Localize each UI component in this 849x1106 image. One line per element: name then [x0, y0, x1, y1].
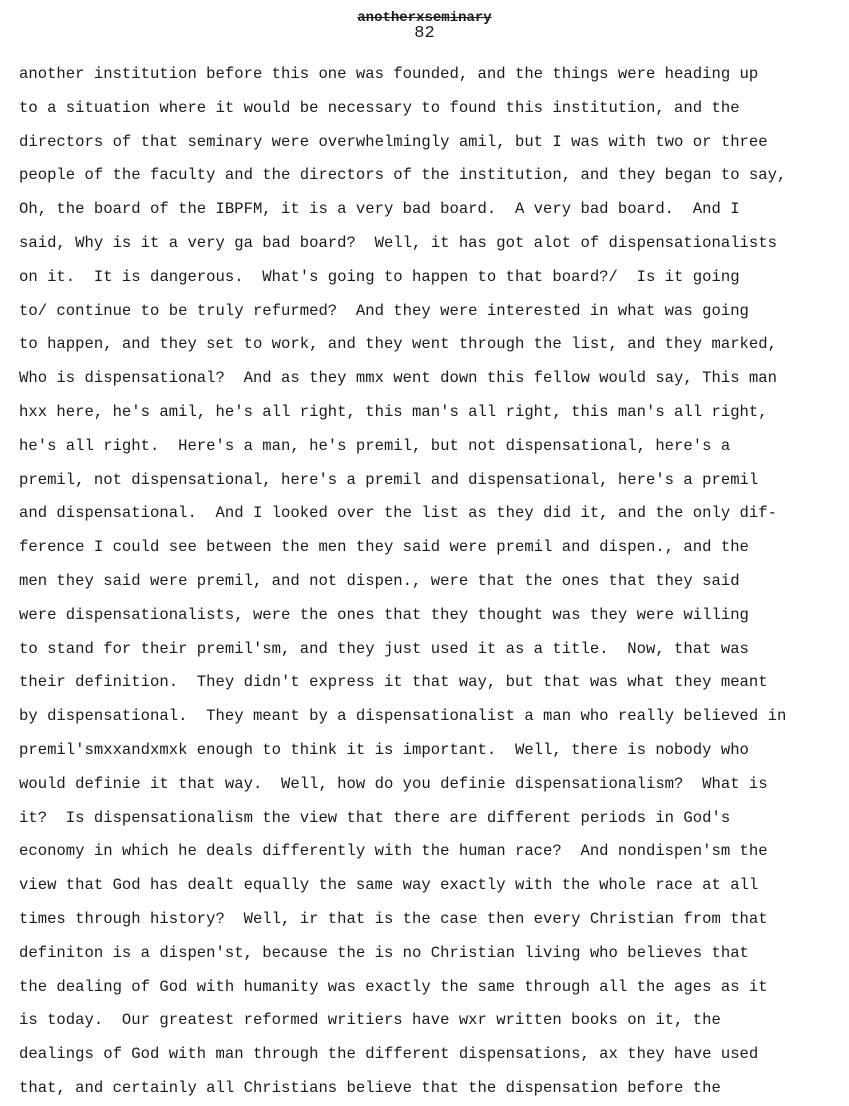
body-text: [19, 58, 844, 1106]
text-line: premil'smxxandxmxk enough to think it is important. Well, there is nobody who: [19, 740, 749, 759]
text-line: view that God has dealt equally the same way exactly with the whole race at all: [19, 876, 759, 895]
text-line: times through history? Well, ir that is the case then every Christian from that: [19, 909, 768, 928]
struck-header: anotherxseminary: [357, 10, 492, 26]
text-line: by dispensational. They meant by a dispensationalist a man who really believed in: [19, 707, 787, 726]
text-line: their definition. They didn't express it that way, but that was what they meant: [19, 673, 768, 692]
text-line: Oh, the board of the IBPFM, it is a very bad board. A very bad board. And I: [19, 200, 740, 219]
text-line: to/ continue to be truly refurmed? And they were interested in what was going: [19, 301, 749, 320]
text-line: he's all right. Here's a man, he's premil, but not dispensational, here's a: [19, 436, 731, 455]
text-line: definiton is a dispen'st, because the is no Christian living who believes that: [19, 943, 749, 962]
text-line: to a situation where it would be necessary to found this institution, and the: [19, 98, 740, 117]
text-line: it? Is dispensationalism the view that there are different periods in God's: [19, 808, 731, 827]
text-line: is today. Our greatest reformed writiers have wxr written books on it, the: [19, 1011, 721, 1030]
text-line: Who is dispensational? And as they mmx went down this fellow would say, This man: [19, 369, 777, 388]
text-line: people of the faculty and the directors of the institution, and they began to say,: [19, 166, 787, 185]
text-line: premil, not dispensational, here's a premil and dispensational, here's a premil: [19, 470, 759, 489]
text-line: said, Why is it a very ga bad board? Well, it has got alot of dispensationalists: [19, 233, 777, 252]
text-line: to happen, and they set to work, and they went through the list, and they marked,: [19, 335, 777, 354]
text-line: were dispensationalists, were the ones that they thought was they were willing: [19, 605, 749, 624]
text-line: directors of that seminary were overwhelmingly amil, but I was with two or three: [19, 132, 768, 151]
text-line: the dealing of God with humanity was exactly the same through all the ages as it: [19, 977, 768, 996]
text-line: would definie it that way. Well, how do you definie dispensationalism? What is: [19, 774, 768, 793]
text-line: dealings of God with man through the different dispensations, ax they have used: [19, 1045, 759, 1064]
text-line: economy in which he deals differently with the human race? And nondispen'sm the: [19, 842, 768, 861]
text-line: to stand for their premil'sm, and they just used it as a title. Now, that was: [19, 639, 749, 658]
text-line: hxx here, he's amil, he's all right, this man's all right, this man's all right,: [19, 402, 768, 421]
text-line: another institution before this one was founded, and the things were heading up: [19, 65, 759, 83]
text-line: men they said were premil, and not dispen., were that the ones that they said: [19, 571, 740, 590]
text-line: that, and certainly all Christians believe that the dispensation before the: [19, 1078, 721, 1097]
page-number: 82: [414, 24, 435, 43]
text-line: ference I could see between the men they said were premil and dispen., and the: [19, 538, 749, 557]
text-line: on it. It is dangerous. What's going to happen to that board?/ Is it going: [19, 267, 740, 286]
text-line: and dispensational. And I looked over the list as they did it, and the only dif-: [19, 504, 777, 523]
